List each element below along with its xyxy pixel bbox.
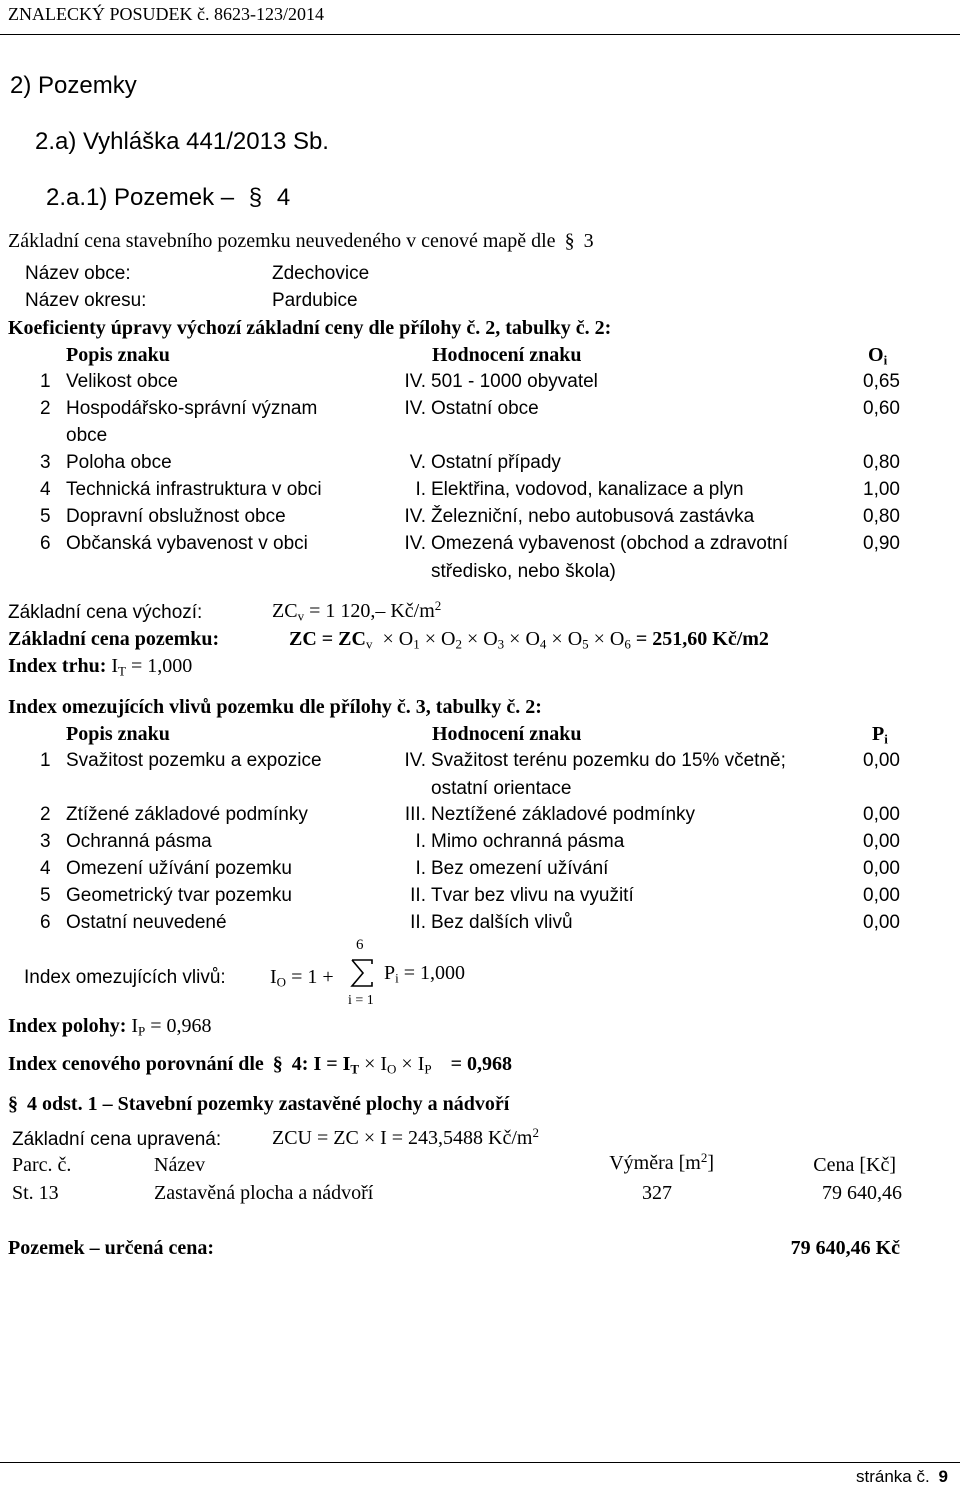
comparison-sub-t: T [350,1061,360,1077]
limit-index-plus: = 1 + [291,966,334,988]
limit-row-value: 0,00 [863,804,900,825]
market-index-sym: I [111,655,119,677]
limit-table-title: Index omezujících vlivů pozemku dle přílohy č. 3, tabulky č. 2: [8,696,542,718]
land-header-vymera-text: Výměra [m [609,1152,701,1174]
limit-row-roman: II. [410,885,426,906]
o-term-sym: O [398,628,414,650]
o-term-sym: O [483,628,498,650]
limit-row-roman: IV. [404,750,426,771]
page-label: stránka č. [856,1467,930,1486]
section-sign-icon: § [248,184,263,211]
limit-row-hodnoceni: Bez omezení užívání [431,858,609,879]
land-price-label: Základní cena pozemku: [8,628,220,650]
position-index-value: = 0,968 [150,1015,212,1037]
base-price-value [272,597,442,624]
comparison-mid1: × I [364,1053,388,1075]
limit-index-sym: I [270,966,277,988]
limit-header-p-sym: P [872,723,885,745]
limit-row-num: 1 [40,750,51,771]
land-header-vymera-end: ] [707,1152,714,1174]
limit-row-num: 4 [40,858,51,879]
limit-header-popis: Popis znaku [66,723,170,745]
o-term-sub: 2 [455,636,462,652]
coef-header-o-sub: i [883,352,888,368]
sum-bottom: i = 1 [348,993,374,1008]
coef-row-value: 0,80 [863,506,900,527]
page-number: 9 [938,1467,948,1486]
coef-row-num: 6 [40,533,51,554]
building-land-ref-text: 4 odst. 1 – Stavební pozemky zastavěné plochy a nádvoří [27,1093,510,1115]
land-row-nazev: Zastavěná plocha a nádvoří [154,1182,374,1204]
sub-sub-heading-ref: 4 [276,184,291,211]
coef-row-roman: IV. [404,506,426,527]
limit-row-value: 0,00 [863,858,900,879]
obec-label: Název obce: [25,263,131,284]
o-term-sym: O [567,628,583,650]
multiply-sign: × [382,628,394,650]
limit-row-value: 0,00 [863,831,900,852]
coef-row-value: 0,80 [863,452,900,473]
sub-sub-heading-text: 2.a.1) Pozemek – [46,184,235,211]
o-term-sym: O [609,628,625,650]
final-value: 79 640,46 Kč [790,1237,900,1259]
coef-row-value: 0,90 [863,533,900,554]
coef-row-roman: IV. [404,533,426,554]
comparison-index [8,1053,512,1076]
limit-row-popis: Ostatní neuvedené [66,912,227,933]
coef-row-roman: IV. [404,371,426,392]
base-title-ref: 3 [583,230,594,252]
coef-row-num: 1 [40,371,51,392]
limit-row-popis: Ochranná pásma [66,831,212,852]
land-price-result: = 251,60 Kč/m2 [635,628,769,650]
coef-row-num: 2 [40,398,51,419]
comparison-label-end: : I = I [301,1053,351,1075]
o-terms [377,628,635,650]
coef-row-hodnoceni: Ostatní obce [431,398,539,419]
multiply-sign: × [424,628,436,650]
limit-row-hodnoceni: Bez dalších vlivů [431,912,573,933]
limit-row-roman: I. [415,858,426,879]
multiply-sign: × [551,628,563,650]
limit-row-hodnoceni-cont: ostatní orientace [431,778,572,799]
coef-row-popis: Velikost obce [66,371,178,392]
multiply-sign: × [509,628,521,650]
limit-index-p-sym: P [384,962,396,984]
coef-header-hodnoceni: Hodnocení znaku [432,344,582,366]
section-heading: 2) Pozemky [10,72,137,99]
coef-row-roman: V. [409,452,426,473]
o-term-sub: 4 [539,636,547,652]
limit-row-popis: Svažitost pozemku a expozice [66,750,322,771]
limit-row-popis: Omezení užívání pozemku [66,858,292,879]
base-price-sup: 2 [434,597,442,613]
coef-row-popis: Hospodářsko-správní význam [66,398,318,419]
document-header [8,4,324,25]
land-formula-start: ZC = ZC [289,628,366,650]
limit-row-popis: Ztížené základové podmínky [66,804,308,825]
base-price-amount: = 1 120,– Kč/m [309,600,435,622]
limit-row-value: 0,00 [863,912,900,933]
coef-row-num: 4 [40,479,51,500]
sum-top: 6 [356,937,364,953]
o-term-sub: 6 [624,636,631,652]
coef-header-o-sym: O [868,344,884,366]
header-divider [0,34,960,35]
okres-label: Název okresu: [25,290,147,311]
coef-row-popis: Poloha obce [66,452,172,473]
coef-row-value: 1,00 [863,479,900,500]
limit-row-value: 0,00 [863,750,900,771]
page-footer [856,1467,948,1487]
land-formula-sub: v [365,636,373,652]
limit-index-label: Index omezujících vlivů: [24,967,226,988]
coef-row-hodnoceni: Elektřina, vodovod, kanalizace a plyn [431,479,744,500]
base-price-label: Základní cena výchozí: [8,602,203,623]
market-index-value: = 1,000 [130,655,193,677]
land-row-cena: 79 640,46 [822,1182,902,1204]
comparison-sub-o: O [387,1061,397,1077]
land-price-formula [289,628,769,651]
land-header-parc: Parc. č. [12,1154,72,1176]
coef-row-popis-cont: obce [66,425,108,446]
limit-header-p-sub: i [884,731,888,747]
comparison-sub-p: P [424,1061,432,1077]
limit-index-rhs [384,962,465,985]
final-label: Pozemek – určená cena: [8,1237,215,1259]
market-index-sub: T [118,663,126,679]
limit-row-num: 3 [40,831,51,852]
limit-row-popis: Geometrický tvar pozemku [66,885,292,906]
base-title-text: Základní cena stavebního pozemku neuvedeného v cenové mapě dle [8,230,556,252]
land-header-cena: Cena [Kč] [813,1154,896,1176]
base-title [8,230,594,253]
market-index-label: Index trhu: [8,655,107,677]
limit-index-value: = 1,000 [403,962,466,984]
adjusted-price-formula [272,1124,539,1150]
o-term-sym: O [440,628,456,650]
o-term-sub: 3 [497,636,505,652]
limit-row-hodnoceni: Svažitost terénu pozemku do 15% včetně; [431,750,786,771]
limit-row-roman: II. [410,912,426,933]
limit-row-num: 5 [40,885,51,906]
land-header-nazev: Název [154,1154,206,1176]
section-sign-icon: § [8,1093,18,1115]
zc-sub: v [297,608,305,624]
coef-row-hodnoceni: Železniční, nebo autobusová zastávka [431,506,755,527]
footer-divider [0,1462,960,1463]
coef-row-hodnoceni: Ostatní případy [431,452,561,473]
coef-row-value: 0,65 [863,371,900,392]
limit-row-hodnoceni: Neztížené základové podmínky [431,804,696,825]
limit-row-num: 6 [40,912,51,933]
limit-row-hodnoceni: Mimo ochranná pásma [431,831,625,852]
coef-row-roman: I. [415,479,426,500]
o-term-sym: O [525,628,540,650]
land-row-vymera: 327 [642,1182,672,1204]
sum-icon [350,958,376,988]
market-index [8,655,192,678]
limit-row-roman: III. [404,804,426,825]
comparison-value: = 0,968 [450,1053,513,1075]
coef-table-title: Koeficienty úpravy výchozí základní ceny dle přílohy č. 2, tabulky č. 2: [8,317,612,339]
section-sign-icon: § [564,230,575,252]
land-header-vymera [556,1149,714,1175]
comparison-mid2: × I [401,1053,425,1075]
coef-row-hodnoceni-cont: středisko, nebo škola) [431,561,616,582]
land-row-parc: St. 13 [12,1182,59,1204]
comparison-ref: 4 [291,1053,302,1075]
coef-header-popis: Popis znaku [66,344,170,366]
land-header-vymera-sup: 2 [700,1149,708,1165]
comparison-label-start: Index cenového porovnání dle [8,1053,264,1075]
limit-header-p [872,723,888,746]
sub-heading: 2.a) Vyhláška 441/2013 Sb. [35,128,329,155]
multiply-sign: × [466,628,479,650]
header-title: ZNALECKÝ POSUDEK č. 8623-123/2014 [8,4,324,24]
coef-row-popis: Dopravní obslužnost obce [66,506,286,527]
obec-value: Zdechovice [272,263,370,284]
position-index-sym: I [131,1015,139,1037]
coef-row-num: 5 [40,506,51,527]
limit-row-hodnoceni: Tvar bez vlivu na využití [431,885,634,906]
adjusted-price-formula-text: ZCU = ZC × I = 243,5488 Kč/m [272,1127,533,1149]
limit-index-p-sub: i [395,970,399,986]
o-term-sub: 5 [582,636,589,652]
zc-sym: ZC [272,600,298,622]
building-land-ref [8,1093,509,1116]
position-index-sub: P [138,1023,146,1039]
coef-row-num: 3 [40,452,51,473]
limit-row-value: 0,00 [863,885,900,906]
coef-row-hodnoceni: 501 - 1000 obyvatel [431,371,598,392]
sub-sub-heading [46,184,290,212]
limit-header-hodnoceni: Hodnocení znaku [432,723,582,745]
coef-row-popis: Technická infrastruktura v obci [66,479,322,500]
position-index [8,1015,212,1038]
multiply-sign: × [593,628,605,650]
coef-row-popis: Občanská vybavenost v obci [66,533,308,554]
adjusted-price-label: Základní cena upravená: [12,1129,222,1150]
o-term-sub: 1 [413,636,420,652]
limit-row-roman: I. [415,831,426,852]
adjusted-price-sup: 2 [532,1124,539,1140]
limit-row-num: 2 [40,804,51,825]
position-index-label: Index polohy: [8,1015,127,1037]
coef-row-value: 0,60 [863,398,900,419]
okres-value: Pardubice [272,290,358,311]
coef-row-hodnoceni: Omezená vybavenost (obchod a zdravotní [431,533,788,554]
limit-index-lhs [270,966,334,989]
section-sign-icon: § [272,1053,283,1075]
coef-header-o [868,344,887,367]
coef-row-roman: IV. [404,398,426,419]
limit-index-sub: O [276,974,287,990]
